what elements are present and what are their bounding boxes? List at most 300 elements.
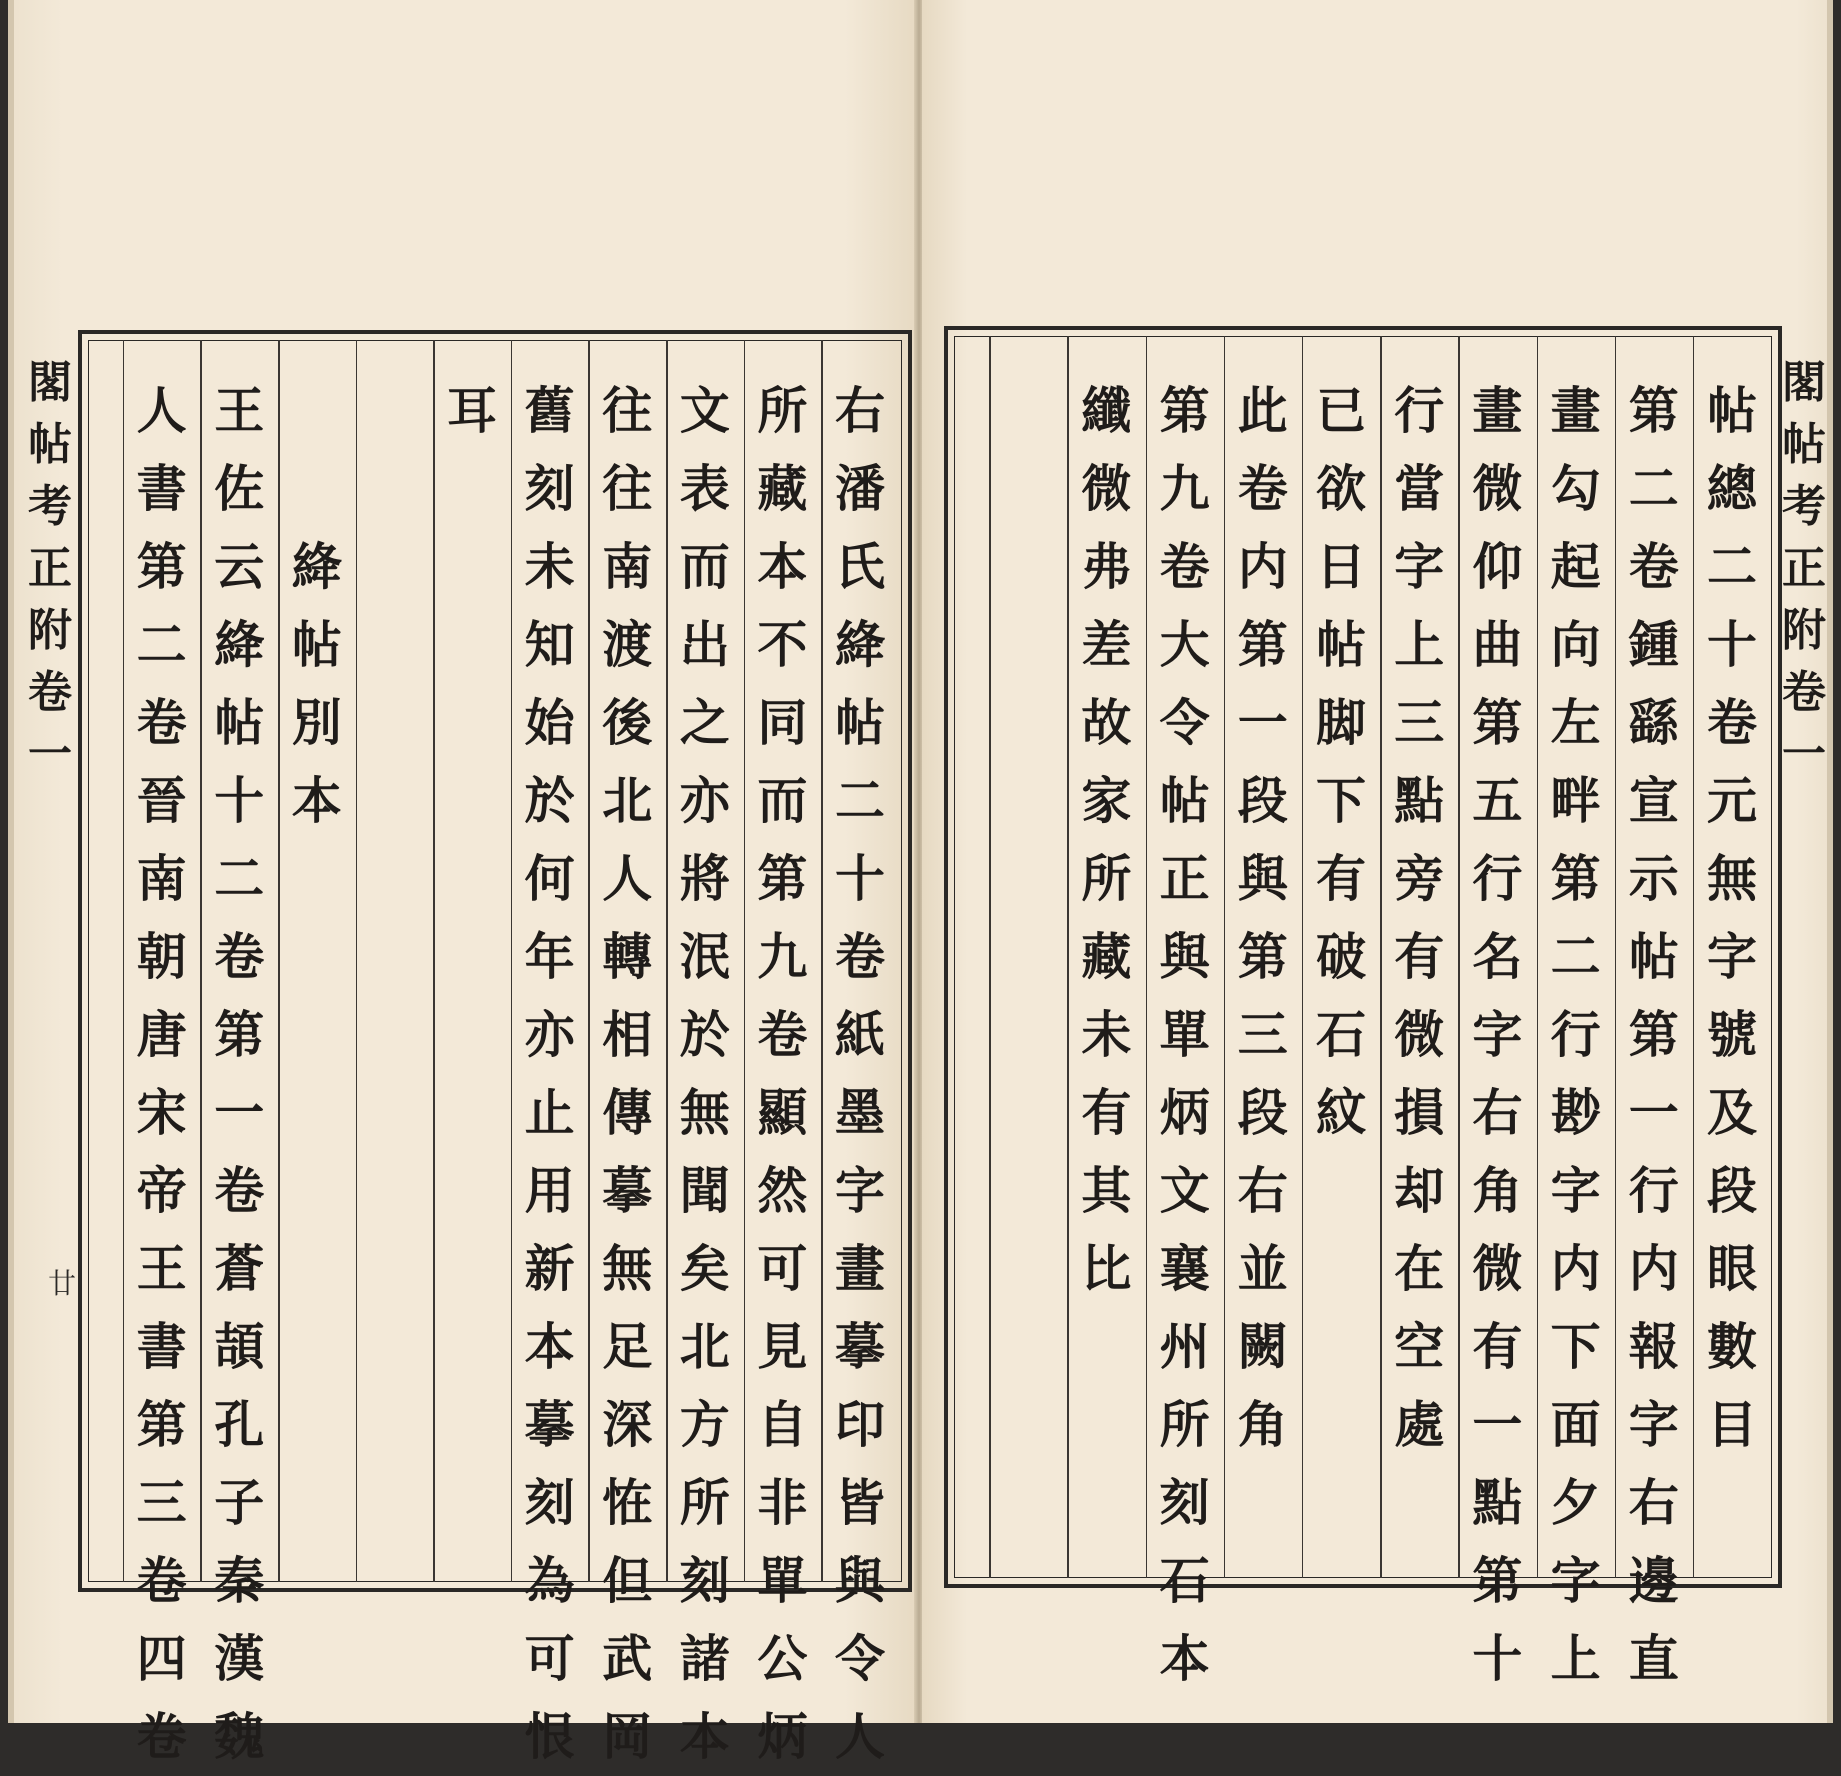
- column-character: 文: [679, 381, 730, 440]
- side-title-character: 考: [1782, 481, 1826, 532]
- column-character: 第: [214, 1005, 265, 1064]
- column-character: 第: [136, 537, 187, 596]
- column-character: 渡: [602, 615, 653, 674]
- column-character: 炳: [757, 1707, 808, 1766]
- column-character: 州: [1159, 1317, 1210, 1376]
- column-character: 闕: [1237, 1317, 1288, 1376]
- column-character: 蒼: [214, 1239, 265, 1298]
- column-character: 聞: [679, 1161, 730, 1220]
- column-character: 單: [1159, 1005, 1210, 1064]
- column-character: 有: [1394, 927, 1445, 986]
- column-character: 書: [136, 459, 187, 518]
- column-character: 於: [524, 771, 575, 830]
- column-character: 鍾: [1628, 615, 1679, 674]
- column-character: 帖: [1316, 615, 1366, 674]
- column-character: 二: [1707, 537, 1757, 596]
- column-character: 脚: [1316, 693, 1366, 752]
- column-character: 北: [602, 771, 653, 830]
- column-character: 下: [1316, 771, 1366, 830]
- side-title-character: 正: [28, 543, 72, 594]
- column-character: 破: [1316, 927, 1366, 986]
- column-character: 宣: [1628, 771, 1679, 830]
- column-character: 朝: [136, 927, 187, 986]
- column-character: 第: [1472, 1551, 1523, 1610]
- column-character: 於: [679, 1005, 730, 1064]
- column-character: 無: [602, 1239, 653, 1298]
- column-character: 矣: [679, 1239, 730, 1298]
- side-title-character: 正: [1782, 543, 1826, 594]
- column-character: 繇: [1628, 693, 1679, 752]
- column-character: 絳: [291, 537, 342, 596]
- column-character: 點: [1394, 771, 1445, 830]
- column-character: 新: [524, 1239, 575, 1298]
- side-title-character: 帖: [28, 419, 72, 470]
- column-character: 藏: [757, 459, 808, 518]
- column-character: 示: [1628, 849, 1679, 908]
- column-character: 卷: [1237, 459, 1288, 518]
- column-character: 畫: [1472, 381, 1523, 440]
- column-character: 武: [602, 1629, 653, 1688]
- side-title-character: 附: [28, 605, 72, 656]
- column-character: 所: [679, 1473, 730, 1532]
- text-column: [1615, 372, 1693, 1698]
- folio-number: 廿: [48, 1267, 77, 1300]
- column-character: 卷: [1159, 537, 1210, 596]
- column-character: 刻: [1159, 1473, 1210, 1532]
- column-character: 未: [524, 537, 575, 596]
- column-character: 何: [524, 849, 575, 908]
- column-character: 印: [835, 1395, 885, 1454]
- column-character: 點: [1472, 1473, 1523, 1532]
- column-character: 卷: [136, 1707, 187, 1766]
- column-character: 轉: [602, 927, 653, 986]
- column-character: 空: [1394, 1317, 1445, 1376]
- column-character: 邊: [1628, 1551, 1679, 1610]
- column-character: 帖: [1159, 771, 1210, 830]
- column-character: 岡: [602, 1707, 653, 1766]
- column-character: 比: [1081, 1239, 1132, 1298]
- column-character: 左: [1550, 693, 1601, 752]
- column-character: 王: [214, 381, 265, 440]
- column-character: 數: [1707, 1317, 1757, 1376]
- text-column: [433, 372, 511, 450]
- text-column: [1380, 372, 1458, 1464]
- column-character: 却: [1394, 1161, 1445, 1220]
- column-character: 第: [1159, 381, 1210, 440]
- column-character: 人: [602, 849, 653, 908]
- column-character: 石: [1159, 1551, 1210, 1610]
- column-character: 往: [602, 459, 653, 518]
- column-character: 摹: [835, 1317, 885, 1376]
- column-character: 帖: [214, 693, 265, 752]
- column-character: 可: [524, 1629, 575, 1688]
- column-character: 微: [1394, 1005, 1445, 1064]
- side-title-character: 閣: [28, 357, 72, 408]
- column-character: 一: [214, 1083, 265, 1142]
- side-title-character: 一: [28, 729, 72, 780]
- column-character: 皆: [835, 1473, 885, 1532]
- column-character: 行: [1394, 381, 1445, 440]
- column-character: 字: [1472, 1005, 1523, 1064]
- column-character: 年: [524, 927, 575, 986]
- column-character: 之: [679, 693, 730, 752]
- column-character: 其: [1081, 1161, 1132, 1220]
- text-column: [123, 372, 201, 1776]
- side-title-character: 考: [28, 481, 72, 532]
- column-character: 大: [1159, 615, 1210, 674]
- column-character: 此: [1237, 381, 1288, 440]
- column-character: 同: [757, 693, 808, 752]
- column-character: 知: [524, 615, 575, 674]
- column-character: 刻: [524, 1473, 575, 1532]
- column-character: 卷: [214, 927, 265, 986]
- column-character: 刻: [679, 1551, 730, 1610]
- column-character: 氏: [835, 537, 885, 596]
- column-character: 二: [214, 849, 265, 908]
- column-character: 三: [136, 1473, 187, 1532]
- column-character: 所: [1159, 1395, 1210, 1454]
- column-character: 傳: [602, 1083, 653, 1142]
- column-character: 三: [1237, 1005, 1288, 1064]
- text-column: [1302, 372, 1380, 1152]
- column-character: 字: [1550, 1551, 1601, 1610]
- column-character: 足: [602, 1317, 653, 1376]
- text-column: [1458, 372, 1536, 1698]
- column-character: 第: [1628, 1005, 1679, 1064]
- column-character: 元: [1707, 771, 1757, 830]
- column-character: 眼: [1707, 1239, 1757, 1298]
- column-character: 字: [1394, 537, 1445, 596]
- text-column: [278, 528, 356, 840]
- column-character: 直: [1628, 1629, 1679, 1688]
- column-rule: [433, 340, 435, 1582]
- column-character: 用: [524, 1161, 575, 1220]
- column-character: 摹: [524, 1395, 575, 1454]
- column-character: 亦: [524, 1005, 575, 1064]
- column-character: 行: [1628, 1161, 1679, 1220]
- side-title-character: 卷: [1782, 667, 1826, 718]
- column-character: 與: [1237, 849, 1288, 908]
- column-character: 石: [1316, 1005, 1366, 1064]
- column-character: 内: [1237, 537, 1288, 596]
- column-rule: [356, 340, 358, 1582]
- column-character: 自: [757, 1395, 808, 1454]
- text-column: [1537, 372, 1615, 1698]
- column-character: 卷: [136, 693, 187, 752]
- column-character: 右: [1628, 1473, 1679, 1532]
- column-character: 行: [1550, 1005, 1601, 1064]
- column-character: 起: [1550, 537, 1601, 596]
- column-character: 卷: [214, 1161, 265, 1220]
- column-character: 為: [524, 1551, 575, 1610]
- column-character: 正: [1159, 849, 1210, 908]
- column-character: 微: [1472, 1239, 1523, 1298]
- column-character: 第: [1628, 381, 1679, 440]
- column-character: 總: [1707, 459, 1757, 518]
- column-character: 向: [1550, 615, 1601, 674]
- column-character: 晉: [136, 771, 187, 830]
- side-title-character: 卷: [28, 667, 72, 718]
- column-character: 畫: [1550, 381, 1601, 440]
- column-character: 名: [1472, 927, 1523, 986]
- column-character: 字: [1628, 1395, 1679, 1454]
- column-character: 不: [757, 615, 808, 674]
- text-column: [1693, 372, 1771, 1464]
- column-character: 弗: [1081, 537, 1132, 596]
- column-character: 孔: [214, 1395, 265, 1454]
- column-character: 可: [757, 1239, 808, 1298]
- column-character: 帖: [1628, 927, 1679, 986]
- column-character: 所: [1081, 849, 1132, 908]
- column-character: 報: [1628, 1317, 1679, 1376]
- column-character: 南: [136, 849, 187, 908]
- column-character: 右: [835, 381, 885, 440]
- column-character: 纖: [1081, 381, 1132, 440]
- text-column: [588, 372, 666, 1776]
- column-character: 別: [291, 693, 342, 752]
- column-character: 五: [1472, 771, 1523, 830]
- column-character: 絳: [835, 615, 885, 674]
- column-character: 在: [1394, 1239, 1445, 1298]
- column-character: 卷: [136, 1551, 187, 1610]
- page-edge: [8, 0, 14, 1723]
- column-character: 紙: [835, 1005, 885, 1064]
- column-character: 内: [1628, 1239, 1679, 1298]
- column-character: 面: [1550, 1395, 1601, 1454]
- left-side-title: [24, 352, 76, 786]
- column-character: 藏: [1081, 927, 1132, 986]
- column-character: 表: [679, 459, 730, 518]
- column-character: 二: [1550, 927, 1601, 986]
- column-character: 摹: [602, 1161, 653, 1220]
- column-character: 二: [835, 771, 885, 830]
- column-character: 子: [214, 1473, 265, 1532]
- column-character: 仰: [1472, 537, 1523, 596]
- text-column: [821, 372, 899, 1776]
- column-character: 無: [679, 1083, 730, 1142]
- column-character: 九: [1159, 459, 1210, 518]
- column-character: 與: [1159, 927, 1210, 986]
- column-character: 始: [524, 693, 575, 752]
- column-character: 人: [136, 381, 187, 440]
- column-character: 卷: [835, 927, 885, 986]
- column-character: 十: [214, 771, 265, 830]
- column-character: 而: [757, 771, 808, 830]
- column-character: 損: [1394, 1083, 1445, 1142]
- column-character: 段: [1237, 771, 1288, 830]
- column-character: 勾: [1550, 459, 1601, 518]
- column-character: 上: [1394, 615, 1445, 674]
- column-character: 日: [1316, 537, 1366, 596]
- column-character: 欲: [1316, 459, 1366, 518]
- column-character: 襄: [1159, 1239, 1210, 1298]
- side-title-character: 帖: [1782, 419, 1826, 470]
- text-column: [666, 372, 744, 1776]
- column-character: 段: [1707, 1161, 1757, 1220]
- column-character: 未: [1081, 1005, 1132, 1064]
- column-character: 止: [524, 1083, 575, 1142]
- column-character: 角: [1237, 1395, 1288, 1454]
- column-character: 本: [679, 1707, 730, 1766]
- column-character: 亦: [679, 771, 730, 830]
- column-character: 第: [1237, 927, 1288, 986]
- column-character: 炳: [1159, 1083, 1210, 1142]
- column-character: 下: [1550, 1317, 1601, 1376]
- column-character: 三: [1394, 693, 1445, 752]
- column-character: 二: [1628, 459, 1679, 518]
- column-character: 號: [1707, 1005, 1757, 1064]
- column-character: 字: [1550, 1161, 1601, 1220]
- column-character: 後: [602, 693, 653, 752]
- column-character: 第: [757, 849, 808, 908]
- column-character: 十: [1707, 615, 1757, 674]
- column-character: 佐: [214, 459, 265, 518]
- column-character: 及: [1707, 1083, 1757, 1142]
- column-character: 右: [1472, 1083, 1523, 1142]
- column-character: 恠: [602, 1473, 653, 1532]
- side-title-character: 附: [1782, 605, 1826, 656]
- column-character: 相: [602, 1005, 653, 1064]
- column-character: 秦: [214, 1551, 265, 1610]
- column-character: 十: [835, 849, 885, 908]
- column-character: 王: [136, 1239, 187, 1298]
- column-character: 家: [1081, 771, 1132, 830]
- column-character: 卷: [1707, 693, 1757, 752]
- text-column: [200, 372, 278, 1776]
- column-character: 一: [1628, 1083, 1679, 1142]
- column-character: 令: [1159, 693, 1210, 752]
- column-character: 漢: [214, 1629, 265, 1688]
- column-character: 第: [1550, 849, 1601, 908]
- column-character: 段: [1237, 1083, 1288, 1142]
- column-character: 差: [1081, 615, 1132, 674]
- column-character: 絳: [214, 615, 265, 674]
- side-title-character: 一: [1782, 729, 1826, 780]
- column-character: 一: [1472, 1395, 1523, 1454]
- column-character: 與: [835, 1551, 885, 1610]
- column-character: 人: [835, 1707, 885, 1766]
- column-character: 唐: [136, 1005, 187, 1064]
- column-character: 紋: [1316, 1083, 1366, 1142]
- column-character: 微: [1472, 459, 1523, 518]
- left-page: [8, 0, 918, 1766]
- column-character: 有: [1316, 849, 1366, 908]
- column-character: 右: [1237, 1161, 1288, 1220]
- column-character: 南: [602, 537, 653, 596]
- text-column: [511, 372, 589, 1776]
- column-character: 曲: [1472, 615, 1523, 674]
- column-character: 字: [1707, 927, 1757, 986]
- column-character: 見: [757, 1317, 808, 1376]
- column-character: 第: [1472, 693, 1523, 752]
- column-character: 顯: [757, 1083, 808, 1142]
- column-character: 但: [602, 1551, 653, 1610]
- column-character: 云: [214, 537, 265, 596]
- column-character: 深: [602, 1395, 653, 1454]
- text-column: [1224, 372, 1302, 1464]
- side-title-character: 閣: [1782, 357, 1826, 408]
- column-character: 文: [1159, 1161, 1210, 1220]
- column-character: 所: [757, 381, 808, 440]
- column-character: 非: [757, 1473, 808, 1532]
- column-character: 有: [1081, 1083, 1132, 1142]
- column-character: 本: [524, 1317, 575, 1376]
- column-character: 十: [1472, 1629, 1523, 1688]
- column-character: 目: [1707, 1395, 1757, 1454]
- column-character: 方: [679, 1395, 730, 1454]
- column-character: 潘: [835, 459, 885, 518]
- column-character: 卷: [1628, 537, 1679, 596]
- column-character: 墨: [835, 1083, 885, 1142]
- column-character: 書: [136, 1317, 187, 1376]
- right-page: [922, 0, 1833, 1723]
- column-character: 上: [1550, 1629, 1601, 1688]
- column-character: 角: [1472, 1161, 1523, 1220]
- column-character: 第: [1237, 615, 1288, 674]
- column-character: 當: [1394, 459, 1445, 518]
- column-character: 故: [1081, 693, 1132, 752]
- column-character: 尠: [1550, 1083, 1601, 1142]
- column-character: 舊: [524, 381, 575, 440]
- column-character: 然: [757, 1161, 808, 1220]
- column-character: 北: [679, 1317, 730, 1376]
- column-character: 本: [291, 771, 342, 830]
- column-character: 帖: [835, 693, 885, 752]
- column-rule: [989, 336, 991, 1578]
- column-character: 泯: [679, 927, 730, 986]
- text-column: [1067, 372, 1145, 1308]
- column-character: 耳: [447, 381, 497, 440]
- column-character: 有: [1472, 1317, 1523, 1376]
- column-character: 諸: [679, 1629, 730, 1688]
- column-character: 魏: [214, 1707, 265, 1766]
- column-character: 帖: [1707, 381, 1757, 440]
- column-character: 二: [136, 615, 187, 674]
- column-character: 字: [835, 1161, 885, 1220]
- column-character: 一: [1237, 693, 1288, 752]
- column-character: 旁: [1394, 849, 1445, 908]
- column-character: 帝: [136, 1161, 187, 1220]
- column-character: 帖: [291, 615, 342, 674]
- column-rule: [278, 340, 280, 1582]
- column-character: 無: [1707, 849, 1757, 908]
- text-column: [743, 372, 821, 1776]
- column-character: 微: [1081, 459, 1132, 518]
- column-character: 已: [1316, 381, 1366, 440]
- column-character: 處: [1394, 1395, 1445, 1454]
- column-character: 行: [1472, 849, 1523, 908]
- column-character: 令: [835, 1629, 885, 1688]
- text-column: [1146, 372, 1224, 1698]
- page-edge: [1827, 0, 1833, 1723]
- right-side-title: [1778, 352, 1830, 786]
- column-character: 宋: [136, 1083, 187, 1142]
- column-character: 恨: [524, 1707, 575, 1766]
- column-character: 刻: [524, 459, 575, 518]
- column-character: 單: [757, 1551, 808, 1610]
- column-character: 夕: [1550, 1473, 1601, 1532]
- column-character: 本: [757, 537, 808, 596]
- column-character: 出: [679, 615, 730, 674]
- column-character: 本: [1159, 1629, 1210, 1688]
- column-character: 卷: [757, 1005, 808, 1064]
- column-character: 内: [1550, 1239, 1601, 1298]
- column-character: 往: [602, 381, 653, 440]
- column-character: 畔: [1550, 771, 1601, 830]
- column-character: 第: [136, 1395, 187, 1454]
- column-character: 畫: [835, 1239, 885, 1298]
- column-character: 頡: [214, 1317, 265, 1376]
